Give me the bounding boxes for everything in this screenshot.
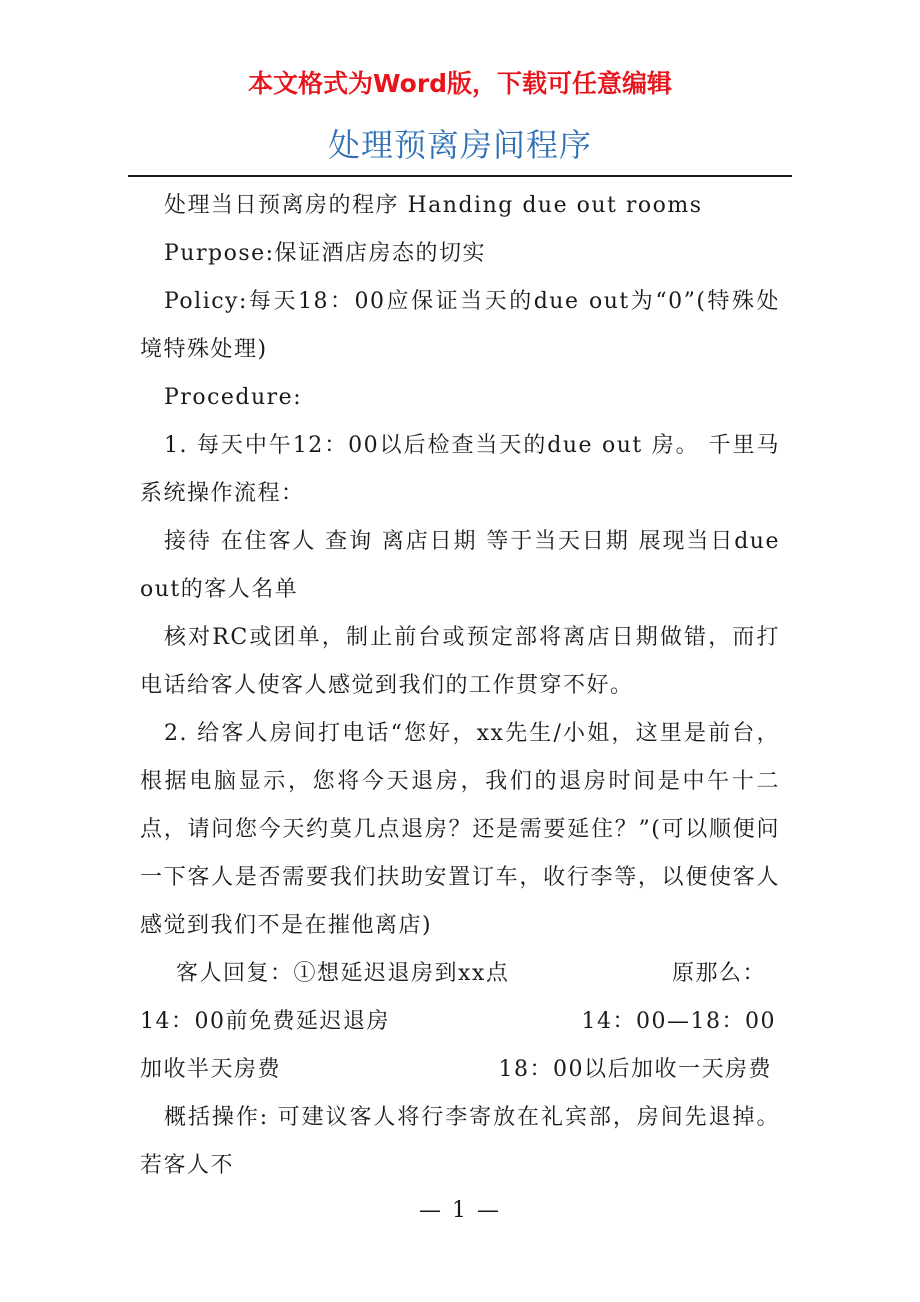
paragraph-procedure-heading: Procedure: (164, 385, 303, 410)
paragraph-step-2: 2. 给客人房间打电话“您好，xx先生/小姐，这里是前台，根据电脑显示，您将今天退房，我们的退房时间是中午十二点，请问您今天约莫几点退房？还是需要延住？”(可以顺便问一下客人是否需要我们扶助安置订车，收行李等，以便使客人感觉到我们不是在摧他离店) (140, 721, 780, 938)
fee-row-1 (140, 998, 780, 1046)
paragraph-system-flow: 接待 在住客人 查询 离店日期 等于当天日期 展现当日due out的客人名单 (140, 529, 780, 602)
paragraph-policy: Policy:每天18：00应保证当天的due out为“0”(特殊处境特殊处理) (140, 289, 780, 362)
paragraph-step-1: 1. 每天中午12：00以后检查当天的due out 房。 千里马系统操作流程： (140, 433, 780, 506)
reply-row-left: 客人回复：①想延迟退房到xx点 (176, 961, 510, 986)
title-divider (128, 175, 792, 177)
document-body (140, 182, 780, 1190)
paragraph-purpose: Purpose:保证酒店房态的切实 (164, 241, 487, 266)
fee-row-2-left: 加收半天房费 (140, 1057, 282, 1082)
fee-row-2-right: 18：00以后加收一天房费 (498, 1057, 772, 1082)
reply-row-right: 原那么： (671, 961, 766, 986)
paragraph-closing: 概括操作: 可建议客人将行李寄放在礼宾部，房间先退掉。若客人不 (140, 1105, 780, 1178)
reply-row (140, 950, 780, 998)
paragraph-verify-rc: 核对RC或团单，制止前台或预定部将离店日期做错，而打电话给客人使客人感觉到我们的工作贯穿不好。 (140, 625, 780, 698)
page-number: — 1 — (419, 1198, 501, 1223)
document-title: 处理预离房间程序 (327, 126, 592, 164)
paragraph-intro: 处理当日预离房的程序 Handing due out rooms (164, 193, 703, 218)
fee-row-1-right: 14：00—18：00 (581, 1009, 776, 1034)
download-notice: 本文格式为Word版，下载可任意编辑 (247, 69, 673, 98)
fee-row-2 (140, 1046, 780, 1094)
fee-row-1-left: 14：00前免费延迟退房 (140, 1009, 390, 1034)
